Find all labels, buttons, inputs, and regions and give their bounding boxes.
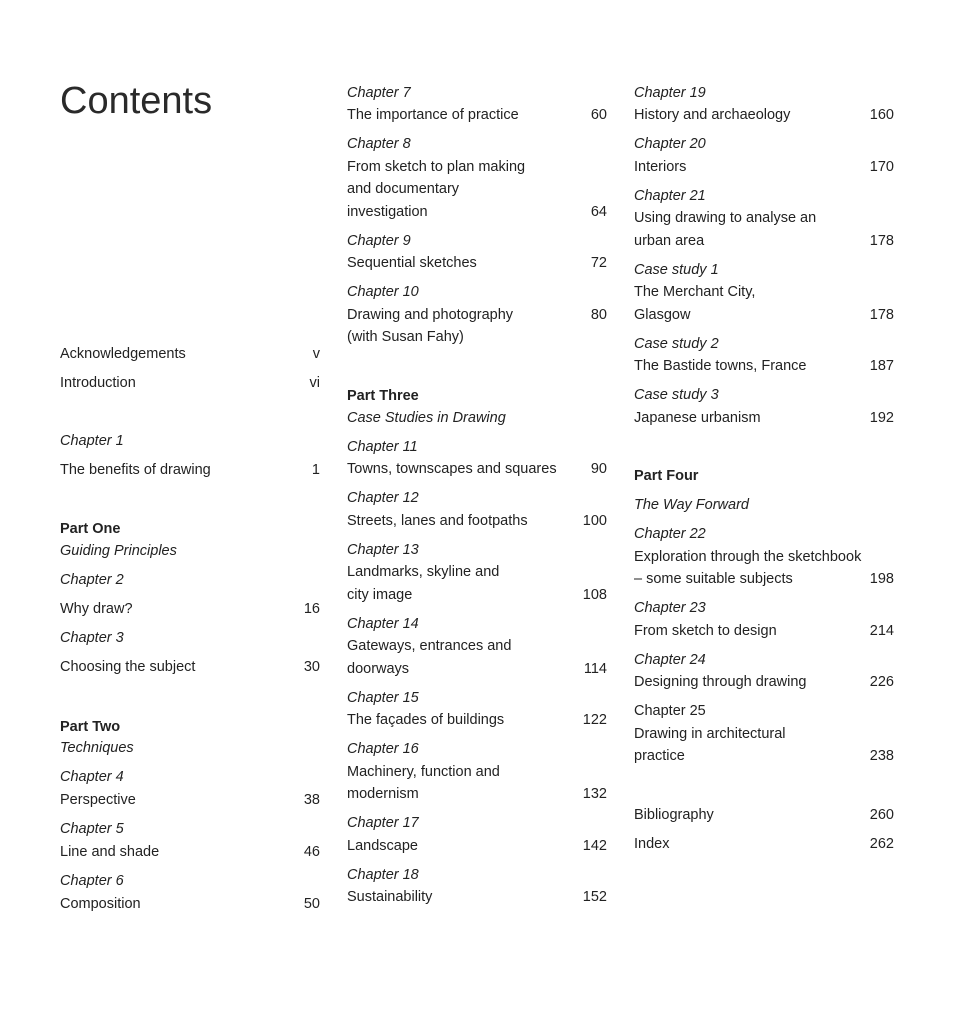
toc-entry-text: Chapter 25	[634, 703, 706, 719]
toc-entry	[634, 281, 894, 303]
toc-entry-text: Streets, lanes and footpaths	[347, 513, 528, 529]
toc-entry	[347, 561, 607, 583]
toc-entry	[347, 584, 607, 606]
page-number: 16	[303, 601, 320, 617]
toc-entry-text: Chapter 23	[634, 600, 706, 616]
chapter-label	[347, 812, 607, 834]
chapter-label	[347, 230, 607, 252]
chapter-label	[60, 737, 320, 759]
toc-entry-text: Bibliography	[634, 807, 714, 823]
chapter-label	[60, 540, 320, 562]
toc-entry	[634, 568, 894, 590]
toc-entry-text: The importance of practice	[347, 107, 519, 123]
toc-entry-text: From sketch to design	[634, 623, 777, 639]
chapter-label	[347, 687, 607, 709]
chapter-label	[347, 281, 607, 303]
chapter-label	[634, 133, 894, 155]
toc-entry	[60, 841, 320, 863]
chapter-label	[634, 384, 894, 406]
toc-entry	[347, 304, 607, 326]
toc-entry	[347, 761, 607, 783]
toc-entry-text: Drawing and photography	[347, 307, 514, 323]
toc-entry-text: Composition	[60, 896, 141, 912]
chapter-label	[60, 430, 320, 452]
chapter-label	[60, 766, 320, 788]
toc-entry	[634, 207, 894, 229]
toc-entry-text: Chapter 3	[60, 630, 124, 646]
toc-entry-text: Chapter 18	[347, 867, 419, 883]
toc-entry	[347, 104, 607, 126]
toc-entry	[634, 546, 894, 568]
toc-entry-text: Chapter 8	[347, 136, 411, 152]
page-number: 187	[869, 358, 894, 374]
toc-entry-text: Chapter 14	[347, 616, 419, 632]
chapter-label	[634, 523, 894, 545]
toc-entry-text: Glasgow	[634, 307, 691, 323]
toc-entry	[347, 201, 607, 223]
page-title: Contents	[60, 80, 213, 122]
toc-entry-text: Landscape	[347, 838, 418, 854]
toc-entry	[60, 656, 320, 678]
toc-entry-text: Guiding Principles	[60, 543, 177, 559]
toc-entry-text: Case study 3	[634, 387, 719, 403]
page-number: 60	[590, 107, 607, 123]
toc-entry	[347, 835, 607, 857]
chapter-label	[347, 864, 607, 886]
toc-entry-text: Part Four	[634, 468, 699, 484]
toc-entry	[634, 304, 894, 326]
page-number: 142	[582, 838, 607, 854]
toc-entry-text: Chapter 4	[60, 769, 124, 785]
toc-entry-text: Landmarks, skyline and	[347, 564, 500, 580]
toc-entry-text: Japanese urbanism	[634, 410, 761, 426]
page-number: 178	[869, 307, 894, 323]
toc-entry-text: Chapter 2	[60, 572, 124, 588]
toc-entry-text: Chapter 1	[60, 433, 124, 449]
chapter-label	[60, 569, 320, 591]
toc-entry-text: Perspective	[60, 792, 136, 808]
toc-entry-text: Acknowledgements	[60, 346, 186, 362]
toc-entry-text: From sketch to plan making	[347, 159, 526, 175]
toc-entry-text: Chapter 24	[634, 652, 706, 668]
page-number: 100	[582, 513, 607, 529]
page-number: 108	[582, 587, 607, 603]
page-number: 30	[303, 659, 320, 675]
part-heading	[347, 385, 607, 407]
toc-entry	[347, 635, 607, 657]
page-number: 192	[869, 410, 894, 426]
page-number: 214	[869, 623, 894, 639]
page-number: 198	[869, 571, 894, 587]
toc-entry-text: The benefits of drawing	[60, 462, 211, 478]
toc-entry-text: Sustainability	[347, 889, 433, 905]
toc-entry-text: Chapter 11	[347, 439, 418, 455]
chapter-label	[60, 627, 320, 649]
toc-entry-text: city image	[347, 587, 413, 603]
toc-entry-text: Drawing in architectural	[634, 726, 786, 742]
toc-entry-text: The Merchant City,	[634, 284, 756, 300]
toc-entry	[634, 745, 894, 767]
toc-entry-text: – some suitable subjects	[634, 571, 793, 587]
page-number: 262	[869, 836, 894, 852]
chapter-label	[60, 870, 320, 892]
toc-entry-text: Chapter 12	[347, 490, 419, 506]
chapter-label	[634, 597, 894, 619]
page-number: 132	[582, 786, 607, 802]
toc-entry-text: Why draw?	[60, 601, 133, 617]
toc-entry-text: (with Susan Fahy)	[347, 329, 464, 345]
toc-entry	[347, 326, 607, 348]
toc-entry-text: Techniques	[60, 740, 134, 756]
part-heading	[60, 518, 320, 540]
toc-entry	[347, 886, 607, 908]
toc-entry-text: The Way Forward	[634, 497, 749, 513]
page-number: 64	[590, 204, 607, 220]
toc-entry-text: Sequential sketches	[347, 255, 477, 271]
toc-entry-text: Part One	[60, 521, 121, 537]
toc-entry-text: Part Three	[347, 388, 419, 404]
toc-entry-text: Chapter 6	[60, 873, 124, 889]
toc-entry	[60, 459, 320, 481]
toc-entry-text: The Bastide towns, France	[634, 358, 807, 374]
page-number: 160	[869, 107, 894, 123]
chapter-label	[347, 487, 607, 509]
page-number: 178	[869, 233, 894, 249]
toc-entry	[347, 658, 607, 680]
toc-entry	[60, 372, 320, 394]
toc-entry	[634, 156, 894, 178]
toc-entry	[634, 723, 894, 745]
toc-entry	[634, 407, 894, 429]
toc-entry	[634, 671, 894, 693]
toc-entry-text: History and archaeology	[634, 107, 791, 123]
toc-entry-text: Part Two	[60, 719, 121, 735]
toc-entry	[347, 458, 607, 480]
chapter-label	[634, 494, 894, 516]
toc-entry-text: Chapter 7	[347, 85, 411, 101]
toc-entry-text: Line and shade	[60, 844, 160, 860]
toc-entry	[347, 783, 607, 805]
page-number: 122	[582, 712, 607, 728]
toc-entry	[60, 598, 320, 620]
toc-entry-text: Chapter 22	[634, 526, 706, 542]
chapter-label	[60, 818, 320, 840]
toc-entry	[634, 804, 894, 826]
toc-entry	[347, 510, 607, 532]
toc-entry	[634, 355, 894, 377]
toc-entry	[347, 709, 607, 731]
toc-entry-text: Case study 2	[634, 336, 719, 352]
toc-entry-text: Gateways, entrances and	[347, 638, 512, 654]
page-number: 38	[303, 792, 320, 808]
toc-entry-text: urban area	[634, 233, 705, 249]
toc-entry-text: practice	[634, 748, 685, 764]
toc-entry	[347, 178, 607, 200]
toc-entry-text: Choosing the subject	[60, 659, 196, 675]
toc-entry-text: Designing through drawing	[634, 674, 807, 690]
toc-entry-text: Case study 1	[634, 262, 719, 278]
page-number: 1	[311, 462, 320, 478]
toc-entry-text: Chapter 21	[634, 188, 706, 204]
toc-entry-text: Chapter 5	[60, 821, 124, 837]
chapter-label	[634, 333, 894, 355]
toc-entry-text: Chapter 20	[634, 136, 706, 152]
toc-entry	[347, 252, 607, 274]
page-number: 170	[869, 159, 894, 175]
toc-entry-text: Using drawing to analyse an	[634, 210, 817, 226]
page-number: 114	[583, 661, 607, 677]
toc-entry-text: and documentary	[347, 181, 460, 197]
toc-entry	[634, 833, 894, 855]
page-number: vi	[309, 375, 320, 391]
toc-entry-text: doorways	[347, 661, 410, 677]
part-heading	[634, 465, 894, 487]
page-number: 260	[869, 807, 894, 823]
toc-entry	[60, 343, 320, 365]
chapter-label	[634, 649, 894, 671]
toc-entry	[634, 230, 894, 252]
toc-entry-text: Machinery, function and	[347, 764, 500, 780]
chapter-label	[634, 259, 894, 281]
toc-entry-text: Exploration through the sketchbook	[634, 549, 862, 565]
toc-entry	[634, 620, 894, 642]
chapter-label	[347, 539, 607, 561]
chapter-label	[347, 407, 607, 429]
toc-entry-text: Index	[634, 836, 670, 852]
toc-entry-text: Chapter 15	[347, 690, 419, 706]
page-number: 72	[590, 255, 607, 271]
page-number: 152	[582, 889, 607, 905]
toc-entry	[634, 104, 894, 126]
chapter-label	[347, 133, 607, 155]
toc-entry-text: Chapter 13	[347, 542, 419, 558]
chapter-label	[634, 82, 894, 104]
chapter-label	[634, 185, 894, 207]
part-heading	[60, 716, 320, 738]
toc-entry	[60, 893, 320, 915]
page-number: 90	[590, 461, 607, 477]
page-number: v	[312, 346, 320, 362]
toc-entry-text: Chapter 10	[347, 284, 419, 300]
toc-entry	[60, 789, 320, 811]
toc-entry-text: Chapter 9	[347, 233, 411, 249]
toc-entry-text: modernism	[347, 786, 419, 802]
toc-entry-text: Interiors	[634, 159, 687, 175]
toc-entry-text: Introduction	[60, 375, 136, 391]
toc-entry-text: Chapter 16	[347, 741, 419, 757]
toc-entry	[634, 700, 894, 722]
chapter-label	[347, 436, 607, 458]
page-number: 238	[869, 748, 894, 764]
toc-entry-text: Chapter 19	[634, 85, 706, 101]
chapter-label	[347, 738, 607, 760]
toc-entry-text: The façades of buildings	[347, 712, 505, 728]
chapter-label	[347, 82, 607, 104]
page-number: 46	[303, 844, 320, 860]
page-number: 226	[869, 674, 894, 690]
toc-entry	[347, 156, 607, 178]
toc-entry-text: Towns, townscapes and squares	[347, 461, 557, 477]
toc-entry-text: Case Studies in Drawing	[347, 410, 506, 426]
page-number: 80	[590, 307, 607, 323]
toc-entry-text: Chapter 17	[347, 815, 419, 831]
toc-entry-text: investigation	[347, 204, 428, 220]
chapter-label	[347, 613, 607, 635]
page-number: 50	[303, 896, 320, 912]
